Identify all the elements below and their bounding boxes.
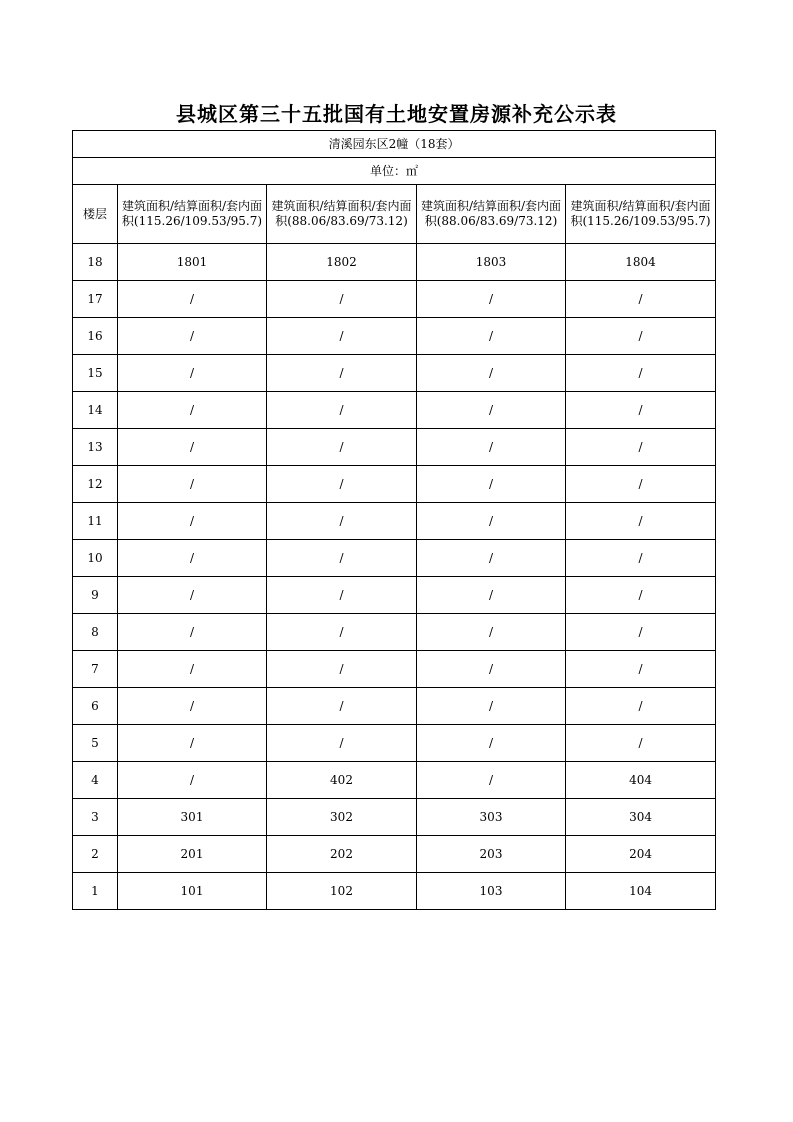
unit-cell: / bbox=[417, 503, 566, 540]
unit-cell: / bbox=[267, 429, 417, 466]
unit-cell: / bbox=[267, 281, 417, 318]
floor-column-header: 楼层 bbox=[73, 185, 118, 244]
unit-cell: / bbox=[566, 725, 716, 762]
table-row bbox=[73, 725, 716, 762]
unit-cell: / bbox=[118, 651, 267, 688]
unit-cell: 302 bbox=[267, 799, 417, 836]
table-row bbox=[73, 762, 716, 799]
floor-cell: 7 bbox=[73, 651, 118, 688]
unit-cell: / bbox=[417, 429, 566, 466]
unit-cell: 1801 bbox=[118, 244, 267, 281]
unit-cell: / bbox=[118, 429, 267, 466]
unit-cell: / bbox=[417, 318, 566, 355]
unit-cell: / bbox=[118, 466, 267, 503]
floor-cell: 17 bbox=[73, 281, 118, 318]
floor-cell: 9 bbox=[73, 577, 118, 614]
unit-cell: / bbox=[118, 614, 267, 651]
unit-cell: / bbox=[118, 318, 267, 355]
unit-cell: / bbox=[267, 318, 417, 355]
floor-cell: 16 bbox=[73, 318, 118, 355]
unit-cell: 102 bbox=[267, 873, 417, 910]
unit-cell: / bbox=[118, 577, 267, 614]
floor-cell: 2 bbox=[73, 836, 118, 873]
floor-cell: 3 bbox=[73, 799, 118, 836]
page-title: 县城区第三十五批国有土地安置房源补充公示表 bbox=[176, 102, 617, 126]
unit-cell: 402 bbox=[267, 762, 417, 799]
table-row bbox=[73, 688, 716, 725]
unit-cell: 1804 bbox=[566, 244, 716, 281]
table-row bbox=[73, 614, 716, 651]
unit-cell: / bbox=[267, 540, 417, 577]
unit-cell: / bbox=[118, 355, 267, 392]
unit-cell: / bbox=[118, 281, 267, 318]
unit-cell: / bbox=[566, 429, 716, 466]
column-header-3: 建筑面积/结算面积/套内面积(88.06/83.69/73.12) bbox=[417, 185, 566, 244]
unit-cell: / bbox=[566, 577, 716, 614]
unit-cell: / bbox=[566, 503, 716, 540]
unit-cell: / bbox=[566, 651, 716, 688]
unit-cell: 304 bbox=[566, 799, 716, 836]
floor-cell: 14 bbox=[73, 392, 118, 429]
unit-cell: / bbox=[566, 688, 716, 725]
unit-cell: / bbox=[267, 651, 417, 688]
floor-cell: 5 bbox=[73, 725, 118, 762]
column-header-4: 建筑面积/结算面积/套内面积(115.26/109.53/95.7) bbox=[566, 185, 716, 244]
unit-cell: / bbox=[566, 318, 716, 355]
column-header-2: 建筑面积/结算面积/套内面积(88.06/83.69/73.12) bbox=[267, 185, 417, 244]
table-row bbox=[73, 577, 716, 614]
floor-cell: 4 bbox=[73, 762, 118, 799]
unit-cell: / bbox=[118, 392, 267, 429]
floor-cell: 15 bbox=[73, 355, 118, 392]
floor-cell: 10 bbox=[73, 540, 118, 577]
floor-cell: 12 bbox=[73, 466, 118, 503]
unit-cell: / bbox=[118, 688, 267, 725]
unit-cell: / bbox=[118, 762, 267, 799]
table-row bbox=[73, 392, 716, 429]
table-row bbox=[73, 799, 716, 836]
building-subtitle: 清溪园东区2幢（18套） bbox=[73, 131, 716, 158]
table-row bbox=[73, 873, 716, 910]
unit-cell: / bbox=[118, 503, 267, 540]
unit-cell: / bbox=[417, 688, 566, 725]
table-row bbox=[73, 318, 716, 355]
table-row bbox=[73, 540, 716, 577]
unit-cell: / bbox=[566, 614, 716, 651]
table-row bbox=[73, 651, 716, 688]
unit-cell: / bbox=[267, 577, 417, 614]
unit-cell: 101 bbox=[118, 873, 267, 910]
unit-cell: / bbox=[118, 725, 267, 762]
floor-cell: 8 bbox=[73, 614, 118, 651]
unit-cell: / bbox=[267, 503, 417, 540]
unit-label: 单位：㎡ bbox=[73, 158, 716, 185]
unit-cell: / bbox=[566, 355, 716, 392]
unit-cell: / bbox=[417, 577, 566, 614]
unit-cell: / bbox=[566, 466, 716, 503]
unit-cell: 303 bbox=[417, 799, 566, 836]
floor-cell: 18 bbox=[73, 244, 118, 281]
unit-cell: / bbox=[417, 614, 566, 651]
unit-cell: / bbox=[417, 392, 566, 429]
table-row bbox=[73, 466, 716, 503]
unit-cell: / bbox=[417, 762, 566, 799]
unit-cell: / bbox=[566, 540, 716, 577]
table-row bbox=[73, 281, 716, 318]
unit-cell: / bbox=[267, 392, 417, 429]
floor-cell: 11 bbox=[73, 503, 118, 540]
unit-cell: 202 bbox=[267, 836, 417, 873]
unit-cell: / bbox=[417, 651, 566, 688]
table-row bbox=[73, 355, 716, 392]
unit-cell: / bbox=[417, 281, 566, 318]
unit-cell: / bbox=[566, 281, 716, 318]
unit-cell: 301 bbox=[118, 799, 267, 836]
floor-cell: 6 bbox=[73, 688, 118, 725]
table-row bbox=[73, 503, 716, 540]
unit-cell: / bbox=[417, 466, 566, 503]
floor-cell: 1 bbox=[73, 873, 118, 910]
table-row bbox=[73, 429, 716, 466]
unit-cell: 103 bbox=[417, 873, 566, 910]
unit-cell: / bbox=[417, 725, 566, 762]
unit-cell: / bbox=[267, 466, 417, 503]
unit-cell: / bbox=[566, 392, 716, 429]
unit-cell: / bbox=[267, 614, 417, 651]
unit-cell: 104 bbox=[566, 873, 716, 910]
table-row bbox=[73, 836, 716, 873]
column-header-1: 建筑面积/结算面积/套内面积(115.26/109.53/95.7) bbox=[118, 185, 267, 244]
unit-cell: 1802 bbox=[267, 244, 417, 281]
unit-cell: / bbox=[118, 540, 267, 577]
unit-cell: / bbox=[267, 725, 417, 762]
unit-cell: / bbox=[267, 688, 417, 725]
unit-cell: 404 bbox=[566, 762, 716, 799]
unit-cell: 1803 bbox=[417, 244, 566, 281]
unit-cell: 203 bbox=[417, 836, 566, 873]
floor-cell: 13 bbox=[73, 429, 118, 466]
table-row bbox=[73, 244, 716, 281]
unit-cell: 201 bbox=[118, 836, 267, 873]
unit-cell: / bbox=[417, 355, 566, 392]
unit-cell: / bbox=[417, 540, 566, 577]
housing-table bbox=[72, 130, 716, 910]
unit-cell: / bbox=[267, 355, 417, 392]
unit-cell: 204 bbox=[566, 836, 716, 873]
